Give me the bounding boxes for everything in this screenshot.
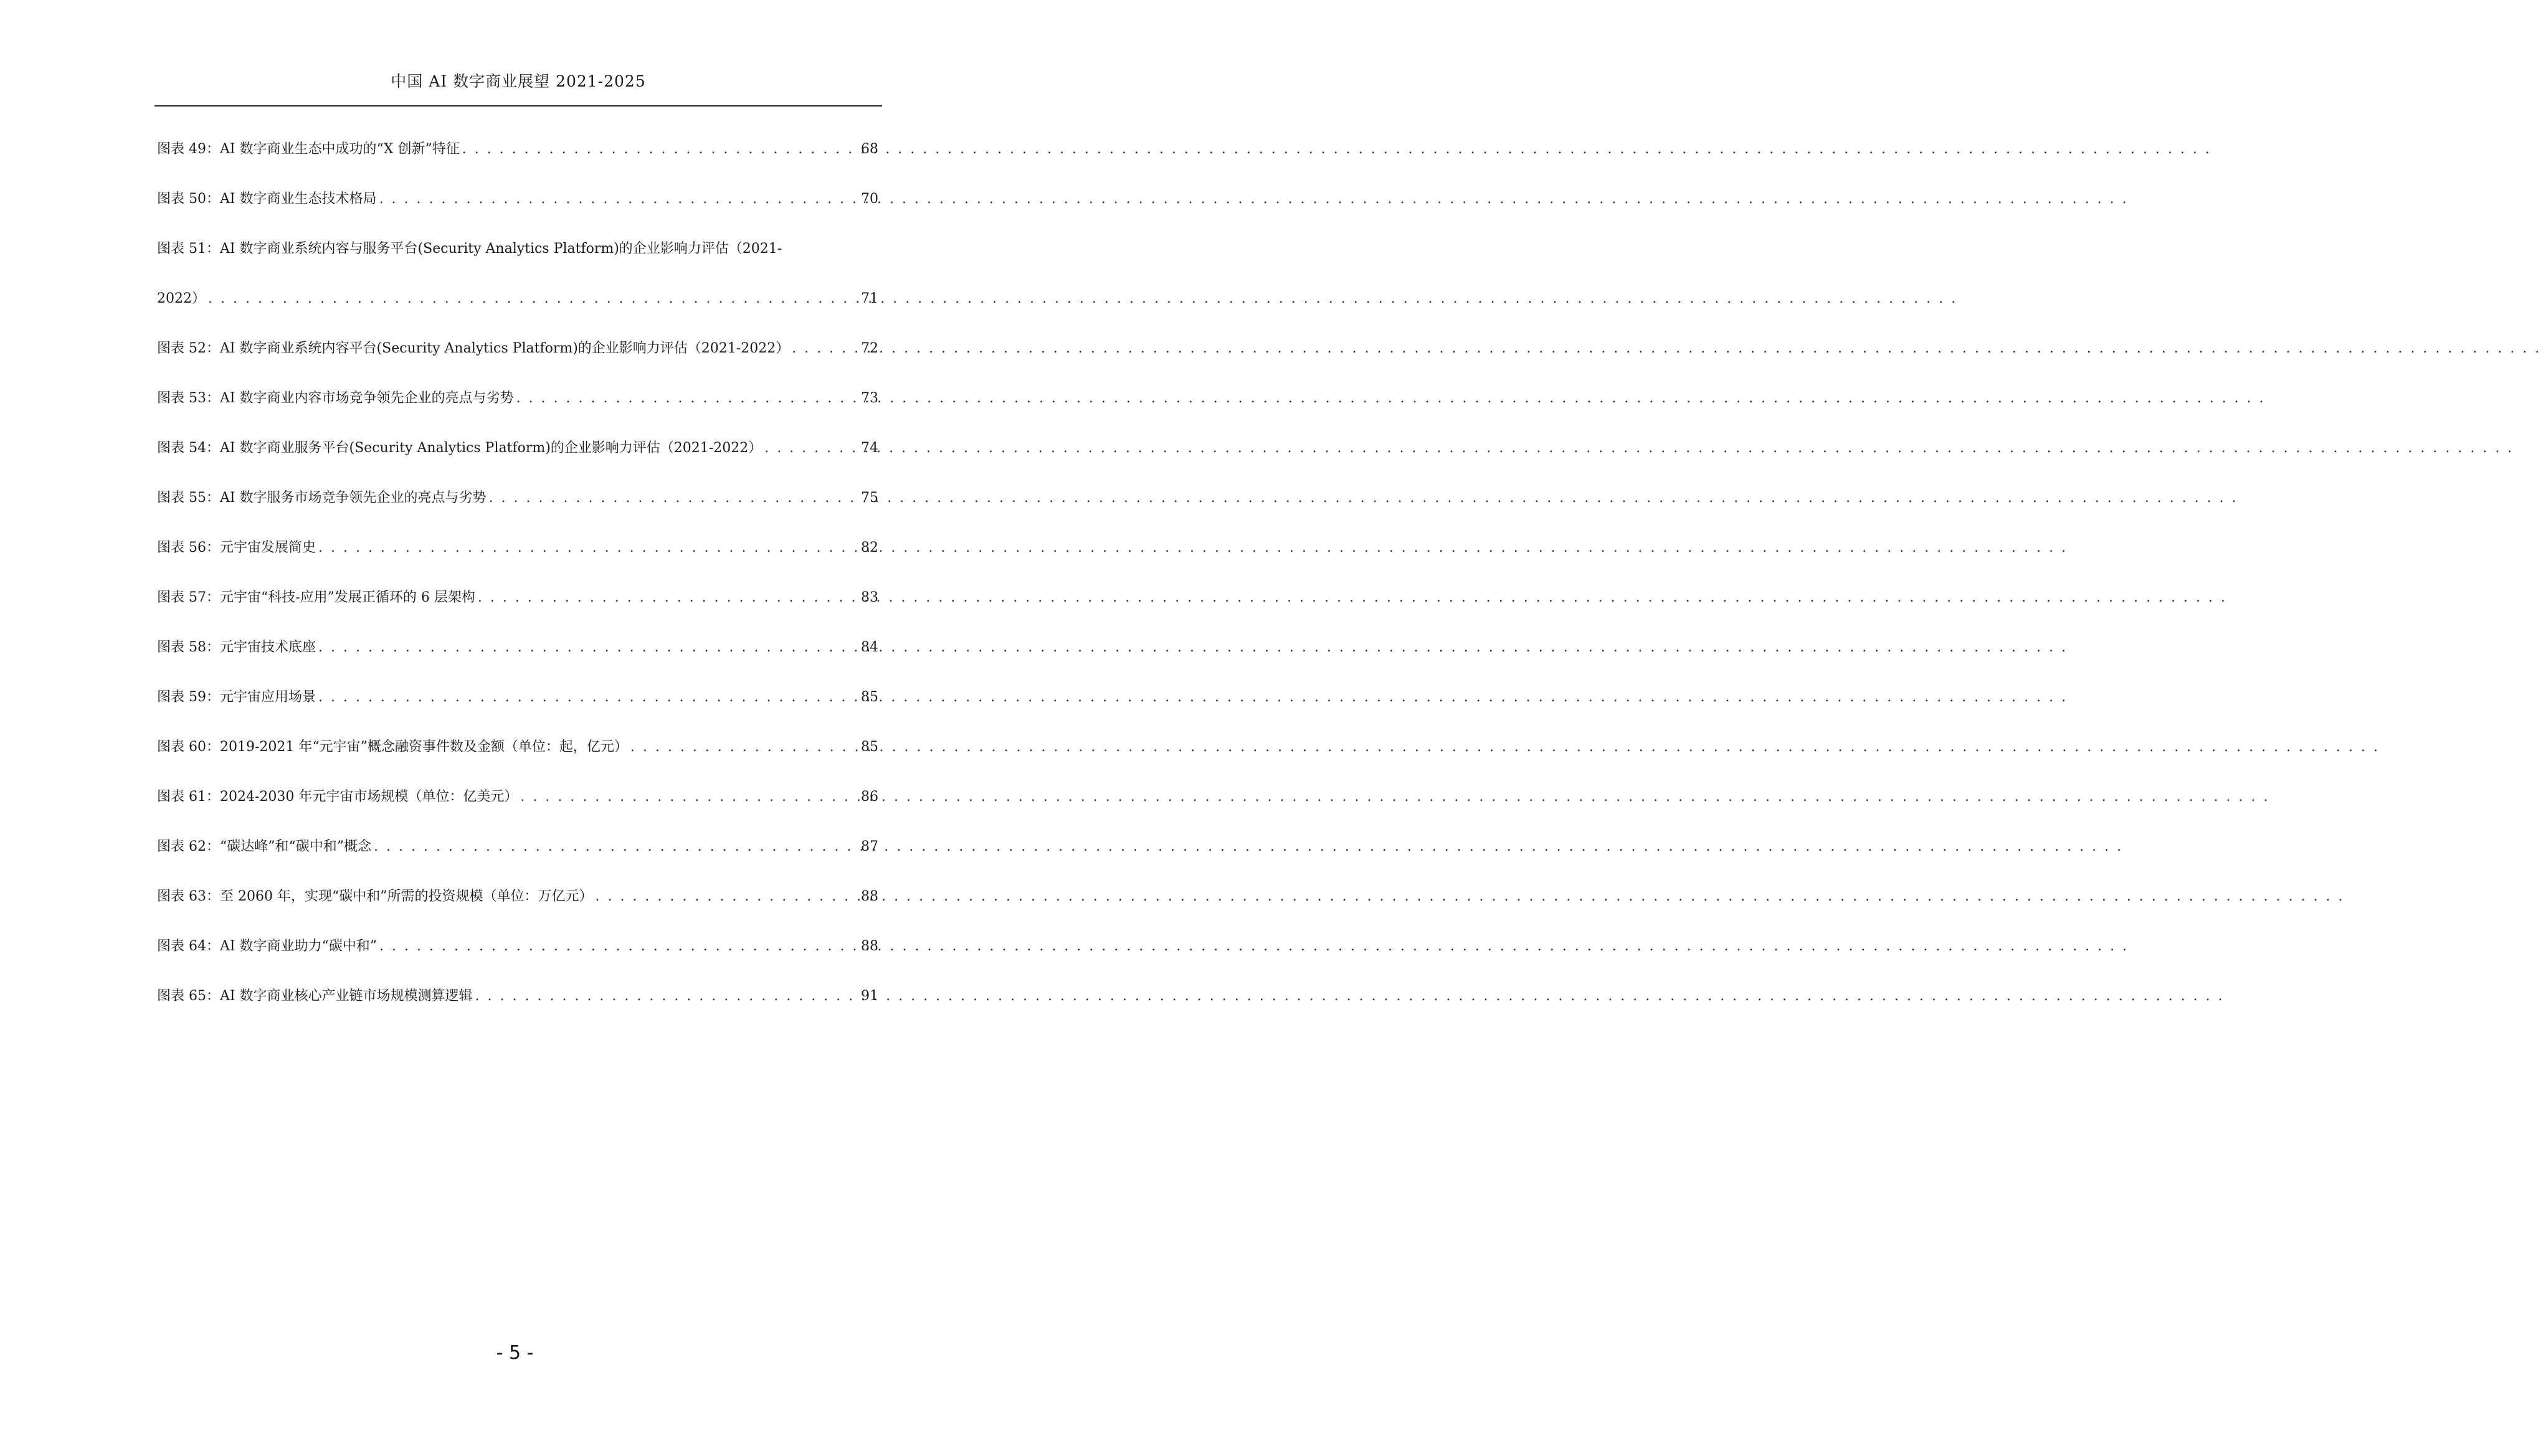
toc-entry-53[interactable] <box>157 385 878 435</box>
toc-entry-49[interactable] <box>157 136 878 186</box>
toc-entry-label: 图表 55：AI 数字服务市场竞争领先企业的亮点与劣势 <box>157 490 487 506</box>
toc-entry-page: 91 <box>861 988 878 1004</box>
toc-entry-page: 87 <box>861 839 878 854</box>
running-header: 中国 AI 数字商业展望 2021-2025 <box>391 72 646 90</box>
toc-entry-page: 68 <box>861 141 878 157</box>
toc-entry-label: 图表 57：元宇宙“科技-应用”发展正循环的 6 层架构 <box>157 590 475 605</box>
toc-entry-62[interactable] <box>157 833 878 883</box>
dot-leader <box>316 534 861 562</box>
toc-entry-label: 图表 50：AI 数字商业生态技术格局 <box>157 191 377 207</box>
toc-entry-50[interactable] <box>157 186 878 235</box>
toc-entry-label: 图表 53：AI 数字商业内容市场竞争领先企业的亮点与劣势 <box>157 390 514 406</box>
dot-leader <box>316 634 861 661</box>
figure-list <box>157 136 878 1033</box>
toc-entry-63[interactable] <box>157 883 878 933</box>
dot-leader <box>789 335 861 362</box>
toc-entry-59[interactable] <box>157 684 878 734</box>
toc-entry-page: 86 <box>861 789 878 805</box>
header-rule <box>154 105 882 106</box>
toc-entry-label: 图表 63：至 2060 年，实现“碳中和”所需的投资规模（单位：万亿元） <box>157 889 593 904</box>
toc-entry-label: 图表 54：AI 数字商业服务平台(Security Analytics Platform)的企业影响力评估（2021-2022） <box>157 440 762 456</box>
dot-leader <box>487 485 861 512</box>
toc-entry-56[interactable] <box>157 534 878 584</box>
dot-leader <box>475 584 861 612</box>
dot-leader <box>518 783 861 811</box>
toc-entry-label: 图表 56：元宇宙发展简史 <box>157 540 316 555</box>
toc-entry-page: 74 <box>861 440 878 456</box>
toc-entry-label: 图表 62：“碳达峰”和“碳中和”概念 <box>157 839 371 854</box>
dot-leader <box>206 285 861 313</box>
dot-leader <box>473 983 861 1010</box>
toc-entry-page: 72 <box>861 341 878 356</box>
toc-entry-label: 图表 51：AI 数字商业系统内容与服务平台(Security Analytics Platform)的企业影响力评估（2021- <box>157 241 782 257</box>
toc-entry-page: 88 <box>861 889 878 904</box>
toc-entry-page: 88 <box>861 938 878 954</box>
toc-entry-page: 83 <box>861 590 878 605</box>
toc-entry-page: 75 <box>861 490 878 506</box>
dot-leader <box>377 186 861 213</box>
toc-entry-58[interactable] <box>157 634 878 684</box>
dot-leader <box>514 385 861 412</box>
toc-entry-label-continued: 2022） <box>157 291 206 306</box>
toc-entry-65[interactable] <box>157 983 878 1033</box>
dot-leader <box>592 883 861 910</box>
dot-leader <box>460 136 861 163</box>
toc-entry-61[interactable] <box>157 783 878 833</box>
toc-entry-52[interactable] <box>157 335 878 385</box>
toc-entry-page: 85 <box>861 689 878 705</box>
toc-entry-label: 图表 58：元宇宙技术底座 <box>157 640 316 655</box>
dot-leader <box>628 734 861 761</box>
dot-leader <box>762 435 861 462</box>
toc-entry-label: 图表 52：AI 数字商业系统内容平台(Security Analytics Platform)的企业影响力评估（2021-2022） <box>157 341 790 356</box>
toc-entry-label: 图表 60：2019-2021 年“元宇宙”概念融资事件数及金额（单位：起，亿元） <box>157 739 628 755</box>
toc-entry-55[interactable] <box>157 485 878 534</box>
toc-entry-60[interactable] <box>157 734 878 783</box>
toc-entry-page: 82 <box>861 540 878 555</box>
toc-entry-label: 图表 59：元宇宙应用场景 <box>157 689 316 705</box>
toc-entry-page: 85 <box>861 739 878 755</box>
toc-entry-page: 71 <box>861 291 878 306</box>
toc-entry-label: 图表 49：AI 数字商业生态中成功的“X 创新”特征 <box>157 141 460 157</box>
dot-leader <box>371 833 861 861</box>
toc-entry-page: 70 <box>861 191 878 207</box>
toc-entry-page: 73 <box>861 390 878 406</box>
toc-entry-54[interactable] <box>157 435 878 485</box>
page-number: - 5 - <box>496 1342 534 1364</box>
toc-entry-57[interactable] <box>157 584 878 634</box>
toc-entry-64[interactable] <box>157 933 878 983</box>
toc-entry-label: 图表 65：AI 数字商业核心产业链市场规模测算逻辑 <box>157 988 473 1004</box>
dot-leader <box>316 684 861 711</box>
dot-leader <box>377 933 861 960</box>
toc-entry-label: 图表 64：AI 数字商业助力“碳中和” <box>157 938 378 954</box>
toc-entry-label: 图表 61：2024-2030 年元宇宙市场规模（单位：亿美元） <box>157 789 518 805</box>
toc-entry-page: 84 <box>861 640 878 655</box>
toc-entry-51[interactable] <box>157 235 878 335</box>
